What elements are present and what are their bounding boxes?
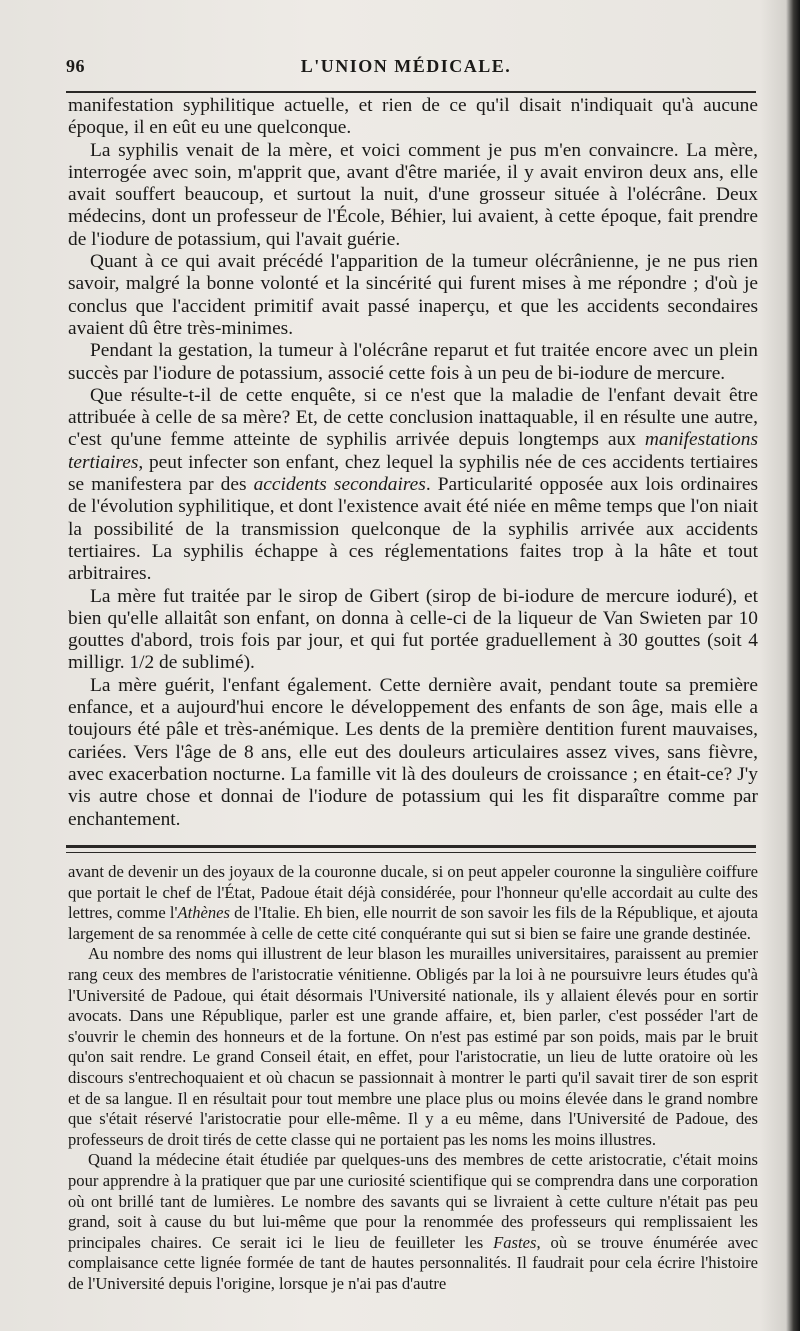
italic-term: accidents secondaires <box>253 474 426 496</box>
paragraph: avant de devenir un des joyaux de la couronne ducale, si on peut appeler couronne la singulière coiffure que portait le chef de l'État, Padoue était déjà considérée, pour l'honneur qu'elle accordait au culte des lettres, comme l'Athènes de l'Italie. Eh bien, elle nourrit de son savoir les fils de la République, et ajouta largement de sa renommée à celle de cette cité conquérante qui sut si bien se faire une grande destinée. <box>68 862 758 943</box>
italic-term: Athènes <box>177 903 230 923</box>
text-run: . Particularité opposée aux lois ordinaires de l'évolution syphilitique, et dont l'existence avait été niée en même temps que l'on niait la possibilité de la transmission quelconque de la syphilis arrivée aux accidents tertiaires. La syphilis échappe à ces réglementations faites trop à la hâte et tout arbitraires. <box>68 474 759 585</box>
paragraph: La mère fut traitée par le sirop de Gibert (sirop de bi-iodure de mercure ioduré), et bien qu'elle allaitât son enfant, on donna à celle-ci de la liqueur de Van Swieten par 10 gouttes d'abord, trois fois par jour, et qui fut portée graduellement à 30 gouttes (soit 4 milligr. 1/2 de sublimé). <box>68 585 758 674</box>
text-run: , peut infecter son enfant, chez lequel la syphilis née de ces accidents tertiaires se manifestera par des <box>68 451 758 496</box>
text-run: Que résulte-t-il de cette enquête, si ce n'est que la maladie de l'enfant devait être attribuée à celle de sa mère? Et, de cette conclusion inattaquable, il en résulte une autre, c'est qu'une femme atteinte de syphilis arrivée depuis longtemps aux <box>68 384 758 451</box>
page-number: 96 <box>66 56 85 76</box>
italic-term: Fastes <box>493 1232 537 1252</box>
paragraph: Quand la médecine était étudiée par quelques-uns des membres de cette aristocratie, c'était moins pour apprendre à la pratiquer que par une curiosité scientifique qui se comprendra dans une corporation où ont brillé tant de lumières. Le nombre des savants qui se livraient à cette culture n'était pas peu grand, soit à cause du but lui-même que pour la renommée des professeurs qui remplissaient les principales chaires. Ce serait ici le lieu de feuilleter les Fastes, où se trouve énumérée avec complaisance cette lignée formée de tant de hautes personnalités. Il faudrait pour cela écrire l'histoire de l'Université depuis l'origine, lorsque je n'ai pas d'autre <box>68 1150 758 1293</box>
paragraph: La mère guérit, l'enfant également. Cette dernière avait, pendant toute sa première enfance, et a aujourd'hui encore le développement des enfants de son âge, mais elle a toujours été pâle et très-anémique. Les dents de la première dentition furent mauvaises, cariées. Vers l'âge de 8 ans, elle eut des douleurs articulaires assez vives, sans fièvre, avec exacerbation nocturne. La famille vit là des douleurs de croissance ; en était-ce? J'y vis autre chose et donnai de l'iodure de potassium qui les fit disparaître comme par enchantement. <box>68 674 758 830</box>
running-header <box>66 56 746 86</box>
paragraph: Au nombre des noms qui illustrent de leur blason les murailles universitaires, paraissent au premier rang ceux des membres de l'aristocratie vénitienne. Obligés par la loi à ne poursuivre leurs études qu'à l'Université de Padoue, qui était désormais l'Université nationale, ils y allaient élevés pour en sortir avocats. Dans une République, parler est une grande affaire, et, bien parler, c'est posséder l'art de s'ouvrir le chemin des honneurs et de la fortune. On n'est pas estimé par son poids, mais par le bruit qu'on sait rendre. Le grand Conseil était, en effet, pour l'aristocratie, un lieu de lutte oratoire où les discours s'entrechoquaient et où chacun se passionnait à montrer le parti qu'il savait tirer de son esprit et de sa langue. Il en résultait pour tout membre une place plus ou moins élevée dans le grand nombre que s'était réservé l'aristocratie pour elle-même. Il y a eu même, dans l'Université de Padoue, des professeurs de droit tirés de cette classe qui ne portaient pas les noms les moins illustres. <box>68 944 758 1149</box>
paragraph: Pendant la gestation, la tumeur à l'olécrâne reparut et fut traitée encore avec un plein succès par l'iodure de potassium, associé cette fois à un peu de bi-iodure de mercure. <box>68 340 758 384</box>
feuilleton-body <box>68 862 758 1294</box>
feuilleton-separator <box>66 845 756 848</box>
journal-title: L'UNION MÉDICALE. <box>300 56 512 76</box>
page-edge-shadow <box>786 0 800 1331</box>
italic-term: manifestations tertiaires <box>68 429 758 473</box>
paragraph: La syphilis venait de la mère, et voici comment je pus m'en convaincre. La mère, interrogée avec soin, m'apprit que, avant d'être mariée, il y avait environ deux ans, elle avait souffert beaucoup, et surtout la nuit, d'une grosseur située à l'olécrâne. Deux médecins, dont un professeur de l'École, Béhier, lui avaient, à cette époque, fait prendre de l'iodure de potassium, qui l'avait guérie. <box>68 139 758 250</box>
paragraph: manifestation syphilitique actuelle, et rien de ce qu'il disait n'indiquait qu'à aucune époque, il en eût eu une quelconque. <box>68 95 758 139</box>
feuilleton-separator-thin <box>66 852 756 853</box>
paragraph: Quant à ce qui avait précédé l'apparition de la tumeur olécrânienne, je ne pus rien savoir, malgré la bonne volonté et la sincérité qui furent mises à me répondre ; d'où je conclus que l'accident primitif avait passé inaperçu, et que les accidents secondaires avaient dû être très-minimes. <box>68 251 758 339</box>
paragraph <box>68 385 758 586</box>
header-rule <box>66 91 756 93</box>
article-body <box>68 95 758 831</box>
